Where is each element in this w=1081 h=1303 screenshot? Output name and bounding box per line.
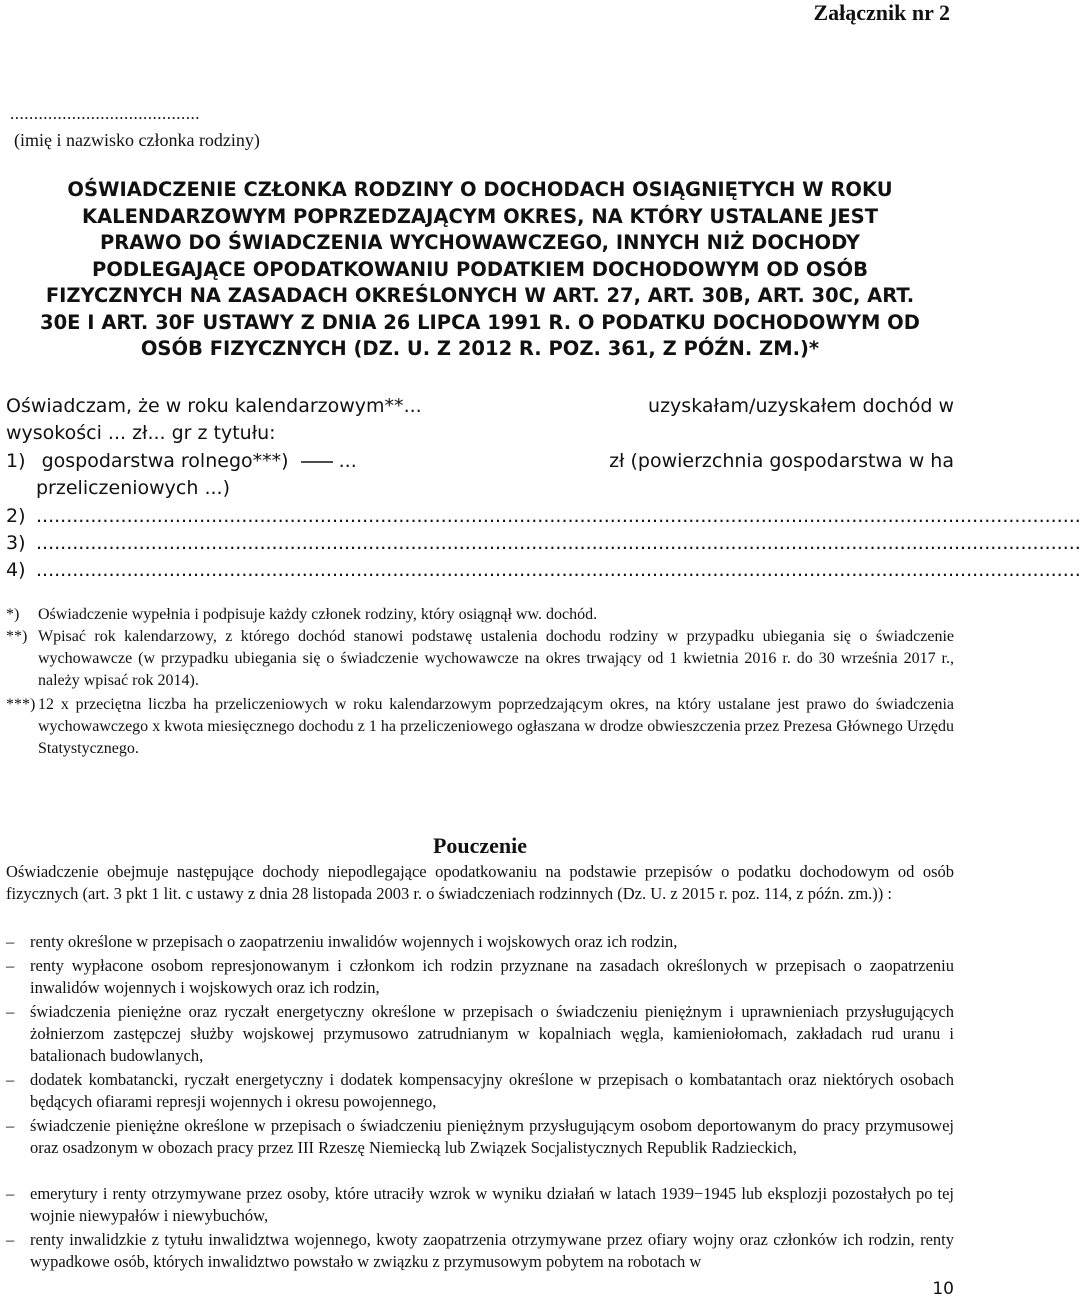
pouczenie-intro: Oświadczenie obejmuje następujące dochody niepodlegające opodatkowaniu na podstawie przepisów o podatku dochodowym od osób fizycznych (art. 3 pkt 1 lit. c ustawy z dnia 28 listopada 2003 r. o świadczeniach rodzinnych (Dz. U. z 2015 r. poz. 114, z późn. zm.)) :	[6, 862, 954, 903]
item-1-row	[6, 448, 954, 474]
footnote-mark: ***)	[6, 696, 36, 713]
item-4-number: 4)	[6, 559, 26, 581]
pouczenie-item-text: emerytury i renty otrzymywane przez osoby, które utraciły wzrok w wyniku działań w latach 1939−1945 lub eksplozji pozostałych po tej wojnie niewypałów i niewybuchów,	[30, 1184, 954, 1225]
item-1-number: 1)	[6, 450, 26, 472]
title-line: FIZYCZNYCH NA ZASADACH OKREŚLONYCH W ART. 27, ART. 30B, ART. 30C, ART.	[45, 284, 915, 307]
pouczenie-item-text: dodatek kombatancki, ryczałt energetyczny i dodatek kompensacyjny określone w przepisach o kombatantach oraz niektórych osobach będących ofiarami represji wojennych i okresu powojennego,	[30, 1070, 954, 1111]
pouczenie-item-text: renty wypłacone osobom represjonowanym i członkom ich rodzin przyznane na zasadach określonych w przepisach o zaopatrzeniu inwalidów wojennych i wojskowych oraz ich rodzin,	[30, 956, 954, 997]
footnote-text: Wpisać rok kalendarzowy, z którego dochód stanowi podstawę ustalenia dochodu rodziny w przypadku ubiegania się o świadczenie wychowawcze (w przypadku ubiegania się o świadczenie wychowawcze na okres trwający od 1 kwietnia 2016 r. do 30 września 2017 r., należy wpisać rok 2014).	[38, 628, 954, 689]
pouczenie-item-text: renty inwalidzkie z tytułu inwalidztwa wojennego, kwoty zaopatrzenia otrzymywane przez ofiary wojny oraz członków ich rodzin, renty wypadkowe osób, których inwalidztwo powstało w związku z przymusowym pobytem na robotach w	[30, 1230, 954, 1271]
pouczenie-item	[6, 1229, 954, 1273]
item-3-number: 3)	[6, 532, 26, 554]
name-field-label: (imię i nazwisko członka rodziny)	[14, 130, 260, 150]
pouczenie-item-text: świadczenie pieniężne określone w przepisach o świadczeniu pieniężnym przysługującym osobom deportowanym do pracy przymusowej oraz osadzonym w obozach pracy przez III Rzeszę Niemiecką lub Związek Socjalistycznych Republik Radzieckich,	[30, 1116, 954, 1157]
year-field[interactable]: ...	[403, 395, 422, 417]
dash-bullet: –	[6, 1230, 15, 1249]
dash-bullet: –	[6, 932, 15, 951]
amount-line[interactable]: wysokości ... zł... gr z tytułu:	[6, 422, 276, 444]
footnote-text: 12 x przeciętna liczba ha przeliczeniowych w roku kalendarzowym poprzedzającym okres, na który ustalane jest prawo do świadczenia wychowawczego x kwota miesięcznego dochodu z 1 ha przeliczeniowego ogłaszana w drodze obwieszczenia przez Prezesa Głównego Urzędu Statystycznego.	[38, 696, 954, 757]
footnote-text: Oświadczenie wypełnia i podpisuje każdy członek rodziny, który osiągnął ww. dochód.	[38, 606, 598, 623]
item-2-row[interactable]	[6, 503, 1081, 529]
title-line: OŚWIADCZENIE CZŁONKA RODZINY O DOCHODACH OSIĄGNIĘTYCH W ROKU	[67, 178, 893, 201]
item-3-row[interactable]	[6, 530, 1081, 556]
pouczenie-item	[6, 1069, 954, 1113]
pouczenie-item	[6, 931, 954, 953]
title-line: 30E I ART. 30F USTAWY Z DNIA 26 LIPCA 1991 R. O PODATKU DOCHODOWYM OD	[40, 310, 920, 334]
footnote-mark: **)	[6, 628, 28, 645]
pouczenie-item	[6, 1115, 954, 1159]
declaration-title	[20, 177, 940, 363]
page-number: 10	[932, 1279, 954, 1299]
pouczenie-item-text: świadczenia pieniężne oraz ryczałt energetyczny określone w przepisach o świadczeniu pieniężnym i uprawnieniach przysługujących żołnierzom zastępczej służby wojskowej przymusowo zatrudnianym w kopalniach węgla, kamieniołomach, zakładach rud uranu i batalionach budowlanych,	[30, 1002, 954, 1065]
pouczenie-item	[6, 1001, 954, 1067]
item-1-label: gospodarstwa rolnego***)	[41, 450, 289, 472]
dash-mark	[301, 457, 333, 467]
title-line: PRAWO DO ŚWIADCZENIA WYCHOWAWCZEGO, INNYCH NIŻ DOCHODY	[100, 231, 860, 254]
item-2-dots: .............................................................................................................................................................................	[36, 505, 1081, 527]
item-1-field[interactable]: ...	[338, 450, 357, 472]
item-2-number: 2)	[6, 505, 26, 527]
declaration-line-1	[6, 393, 954, 419]
title-line: PODLEGAJĄCE OPODATKOWANIU PODATKIEM DOCHODOWYM OD OSÓB	[92, 257, 868, 281]
income-text: uzyskałam/uzyskałem dochód w	[648, 395, 954, 417]
attachment-label: Załącznik nr 2	[813, 0, 950, 25]
dash-bullet: –	[6, 1116, 15, 1135]
footnote-3	[6, 694, 954, 760]
dash-bullet: –	[6, 1002, 15, 1021]
footnote-1	[6, 604, 954, 626]
item-4-row[interactable]	[6, 557, 1081, 583]
item-1-continuation[interactable]: przeliczeniowych ...)	[36, 477, 230, 499]
dash-bullet: –	[6, 1184, 15, 1203]
dash-bullet: –	[6, 1070, 15, 1089]
pouczenie-item	[6, 1183, 954, 1227]
footnote-2	[6, 626, 954, 692]
footnote-mark: *)	[6, 606, 20, 623]
item-3-dots: .............................................................................................................................................................................	[36, 532, 1081, 554]
title-line: KALENDARZOWYM POPRZEDZAJĄCYM OKRES, NA KTÓRY USTALANE JEST	[81, 204, 879, 228]
pouczenie-title: Pouczenie	[432, 833, 528, 858]
name-dotted-line: ........................................	[10, 104, 200, 123]
title-line: OSÓB FIZYCZNYCH (DZ. U. Z 2012 R. POZ. 361, Z PÓŹN. ZM.)*	[140, 337, 820, 360]
declaration-text: Oświadczam, że w roku kalendarzowym**	[6, 395, 404, 417]
pouczenie-item	[6, 955, 954, 999]
item-4-dots: .............................................................................................................................................................................	[36, 559, 1081, 581]
dash-bullet: –	[6, 956, 15, 975]
item-1-suffix: zł (powierzchnia gospodarstwa w ha	[609, 450, 954, 472]
pouczenie-item-text: renty określone w przepisach o zaopatrzeniu inwalidów wojennych i wojskowych oraz ich rodzin,	[30, 932, 678, 951]
